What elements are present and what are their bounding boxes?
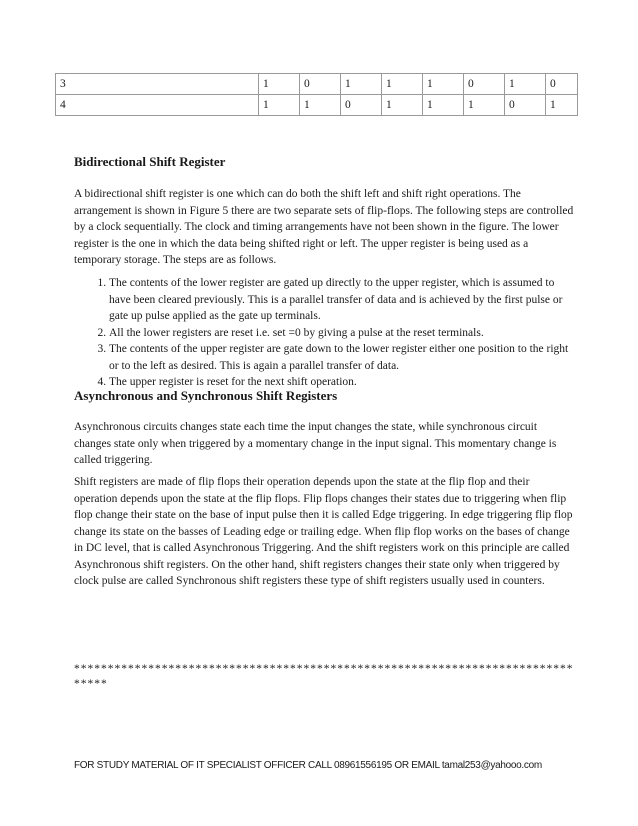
bit-cell: 0 (300, 74, 341, 95)
bit-cell: 0 (546, 74, 578, 95)
table-row (56, 74, 578, 95)
bit-cell: 1 (546, 95, 578, 116)
bit-cell: 1 (259, 95, 300, 116)
section-heading-async-sync: Asynchronous and Synchronous Shift Registers (74, 388, 338, 403)
bit-cell: 1 (341, 74, 382, 95)
separator-stars: ******************************************************************************* (74, 663, 574, 690)
footer-contact: FOR STUDY MATERIAL OF IT SPECIALIST OFFICER CALL 08961556195 OR EMAIL tamal253@yahooo.com (74, 760, 542, 771)
list-item: 3. The contents of the upper register are gate down to the lower register either one position to the right or to the left as desired. This is again a parallel transfer of data. (109, 341, 575, 374)
bit-cell: 1 (423, 95, 464, 116)
bit-cell: 1 (382, 74, 423, 95)
bit-table (55, 73, 578, 116)
list-item: 1. The contents of the lower register are gated up directly to the upper register, which is assumed to have been cleared previously. This is a parallel transfer of data and is achieved by the first pulse or gate up pulse applied as the gate up terminals. (109, 275, 575, 325)
bit-cell: 1 (300, 95, 341, 116)
bit-cell: 1 (423, 74, 464, 95)
paragraph-async-sync-2: Shift registers are made of flip flops their operation depends upon the state at the flip flop and their operation depends upon the state at the flip flops. Flip flops changes their states due to triggering when flip flop change their state on the base of input pulse then it is called Edge triggering. In edge triggering flip flop change its state on the basses of Leading edge or trailing edge. When flip flop works on the bases of change in DC level, that is called Asynchronous Triggering. And the shift registers work on this principle are called Asynchronous shift registers. On the other hand, shift registers changes their state only when triggered by clock pulse are called Synchronous shift registers these type of shift registers usually used in counters. (74, 476, 573, 587)
section-heading-bidirectional: Bidirectional Shift Register (74, 154, 226, 169)
paragraph-async-sync-1: Asynchronous circuits changes state each time the input changes the state, while synchronous circuit changes state only when triggered by a momentary change in the input signal. This momentary change is called triggering. (74, 421, 557, 466)
bit-cell: 0 (341, 95, 382, 116)
paragraph-bidirectional: A bidirectional shift register is one which can do both the shift left and shift right operations. The arrangement is shown in Figure 5 there are two separate sets of flip-flops. The following steps are controlled by a clock sequentially. The clock and timing arrangements have not been shown in the figure. The lower register is the one in which the data being shifted right or left. The upper register is being used as a temporary storage. The steps are as follows. (74, 188, 574, 266)
list-item: 4. The upper register is reset for the next shift operation. (109, 374, 575, 391)
bit-cell: 1 (464, 95, 505, 116)
bit-cell: 0 (464, 74, 505, 95)
row-label: 3 (56, 74, 259, 95)
bit-cell: 1 (505, 74, 546, 95)
list-item: 2. All the lower registers are reset i.e. set =0 by giving a pulse at the reset terminals. (109, 325, 575, 342)
bit-cell: 1 (259, 74, 300, 95)
row-label: 4 (56, 95, 259, 116)
bit-cell: 0 (505, 95, 546, 116)
bit-cell: 1 (382, 95, 423, 116)
steps-list (74, 275, 575, 391)
table-row (56, 95, 578, 116)
